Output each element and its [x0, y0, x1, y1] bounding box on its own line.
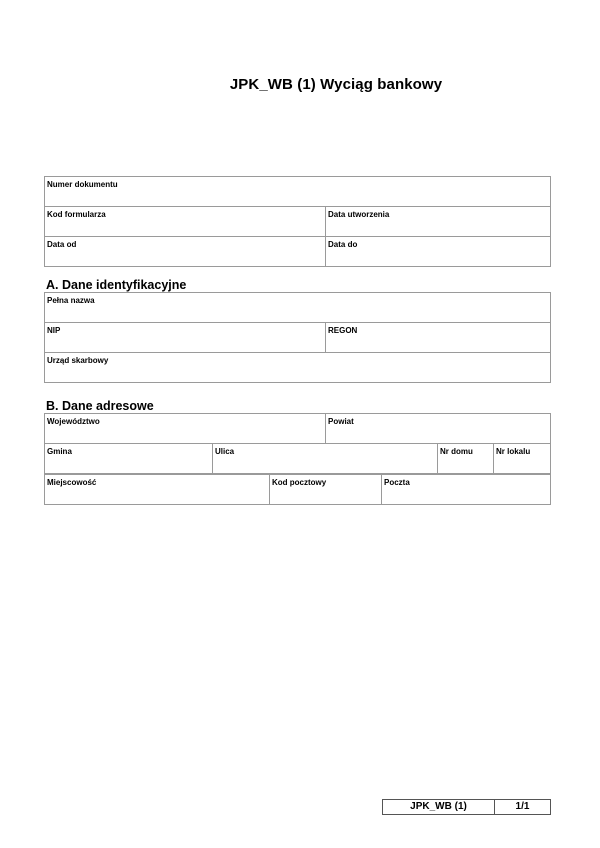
date-to-field[interactable] — [326, 237, 551, 267]
created-date-field[interactable] — [326, 207, 551, 237]
full-name-field[interactable] — [45, 293, 551, 323]
post-office-field[interactable] — [382, 475, 551, 505]
document-title — [0, 76, 600, 93]
page-footer — [382, 799, 551, 815]
section-b-title: B. Dane adresowe — [46, 399, 154, 413]
form-code-field[interactable] — [45, 207, 326, 237]
county-label: Powiat — [328, 417, 354, 426]
commune-label: Gmina — [47, 447, 72, 456]
city-field[interactable] — [45, 475, 270, 505]
county-field[interactable] — [326, 414, 551, 444]
form-code-label: Kod formularza — [47, 210, 106, 219]
city-label: Miejscowość — [47, 478, 97, 487]
tax-office-label: Urząd skarbowy — [47, 356, 109, 365]
date-from-label: Data od — [47, 240, 77, 249]
tax-office-field[interactable] — [45, 353, 551, 383]
voivodeship-field[interactable] — [45, 414, 326, 444]
regon-field[interactable] — [326, 323, 551, 353]
post-office-label: Poczta — [384, 478, 410, 487]
house-no-label: Nr domu — [440, 447, 473, 456]
address-table-row1 — [44, 413, 551, 444]
date-from-field[interactable] — [45, 237, 326, 267]
house-no-field[interactable] — [438, 444, 494, 474]
document-header-table — [44, 176, 551, 267]
apt-no-field[interactable] — [494, 444, 551, 474]
footer-page-number: 1/1 — [495, 800, 551, 815]
address-table-row2 — [44, 443, 551, 474]
identification-table — [44, 292, 551, 383]
doc-number-field[interactable] — [45, 177, 551, 207]
doc-number-label: Numer dokumentu — [47, 180, 118, 189]
regon-label: REGON — [328, 326, 358, 335]
apt-no-label: Nr lokalu — [496, 447, 531, 456]
created-date-label: Data utworzenia — [328, 210, 390, 219]
footer-form-id: JPK_WB (1) — [383, 800, 495, 815]
street-field[interactable] — [213, 444, 438, 474]
street-label: Ulica — [215, 447, 235, 456]
section-a-title: A. Dane identyfikacyjne — [46, 278, 187, 292]
postal-code-label: Kod pocztowy — [272, 478, 327, 487]
document-title-text: JPK_WB (1) Wyciąg bankowy — [229, 76, 443, 93]
voivodeship-label: Województwo — [47, 417, 100, 426]
nip-label: NIP — [47, 326, 61, 335]
postal-code-field[interactable] — [270, 475, 382, 505]
address-table-row3 — [44, 474, 551, 505]
nip-field[interactable] — [45, 323, 326, 353]
date-to-label: Data do — [328, 240, 358, 249]
full-name-label: Pełna nazwa — [47, 296, 95, 305]
commune-field[interactable] — [45, 444, 213, 474]
